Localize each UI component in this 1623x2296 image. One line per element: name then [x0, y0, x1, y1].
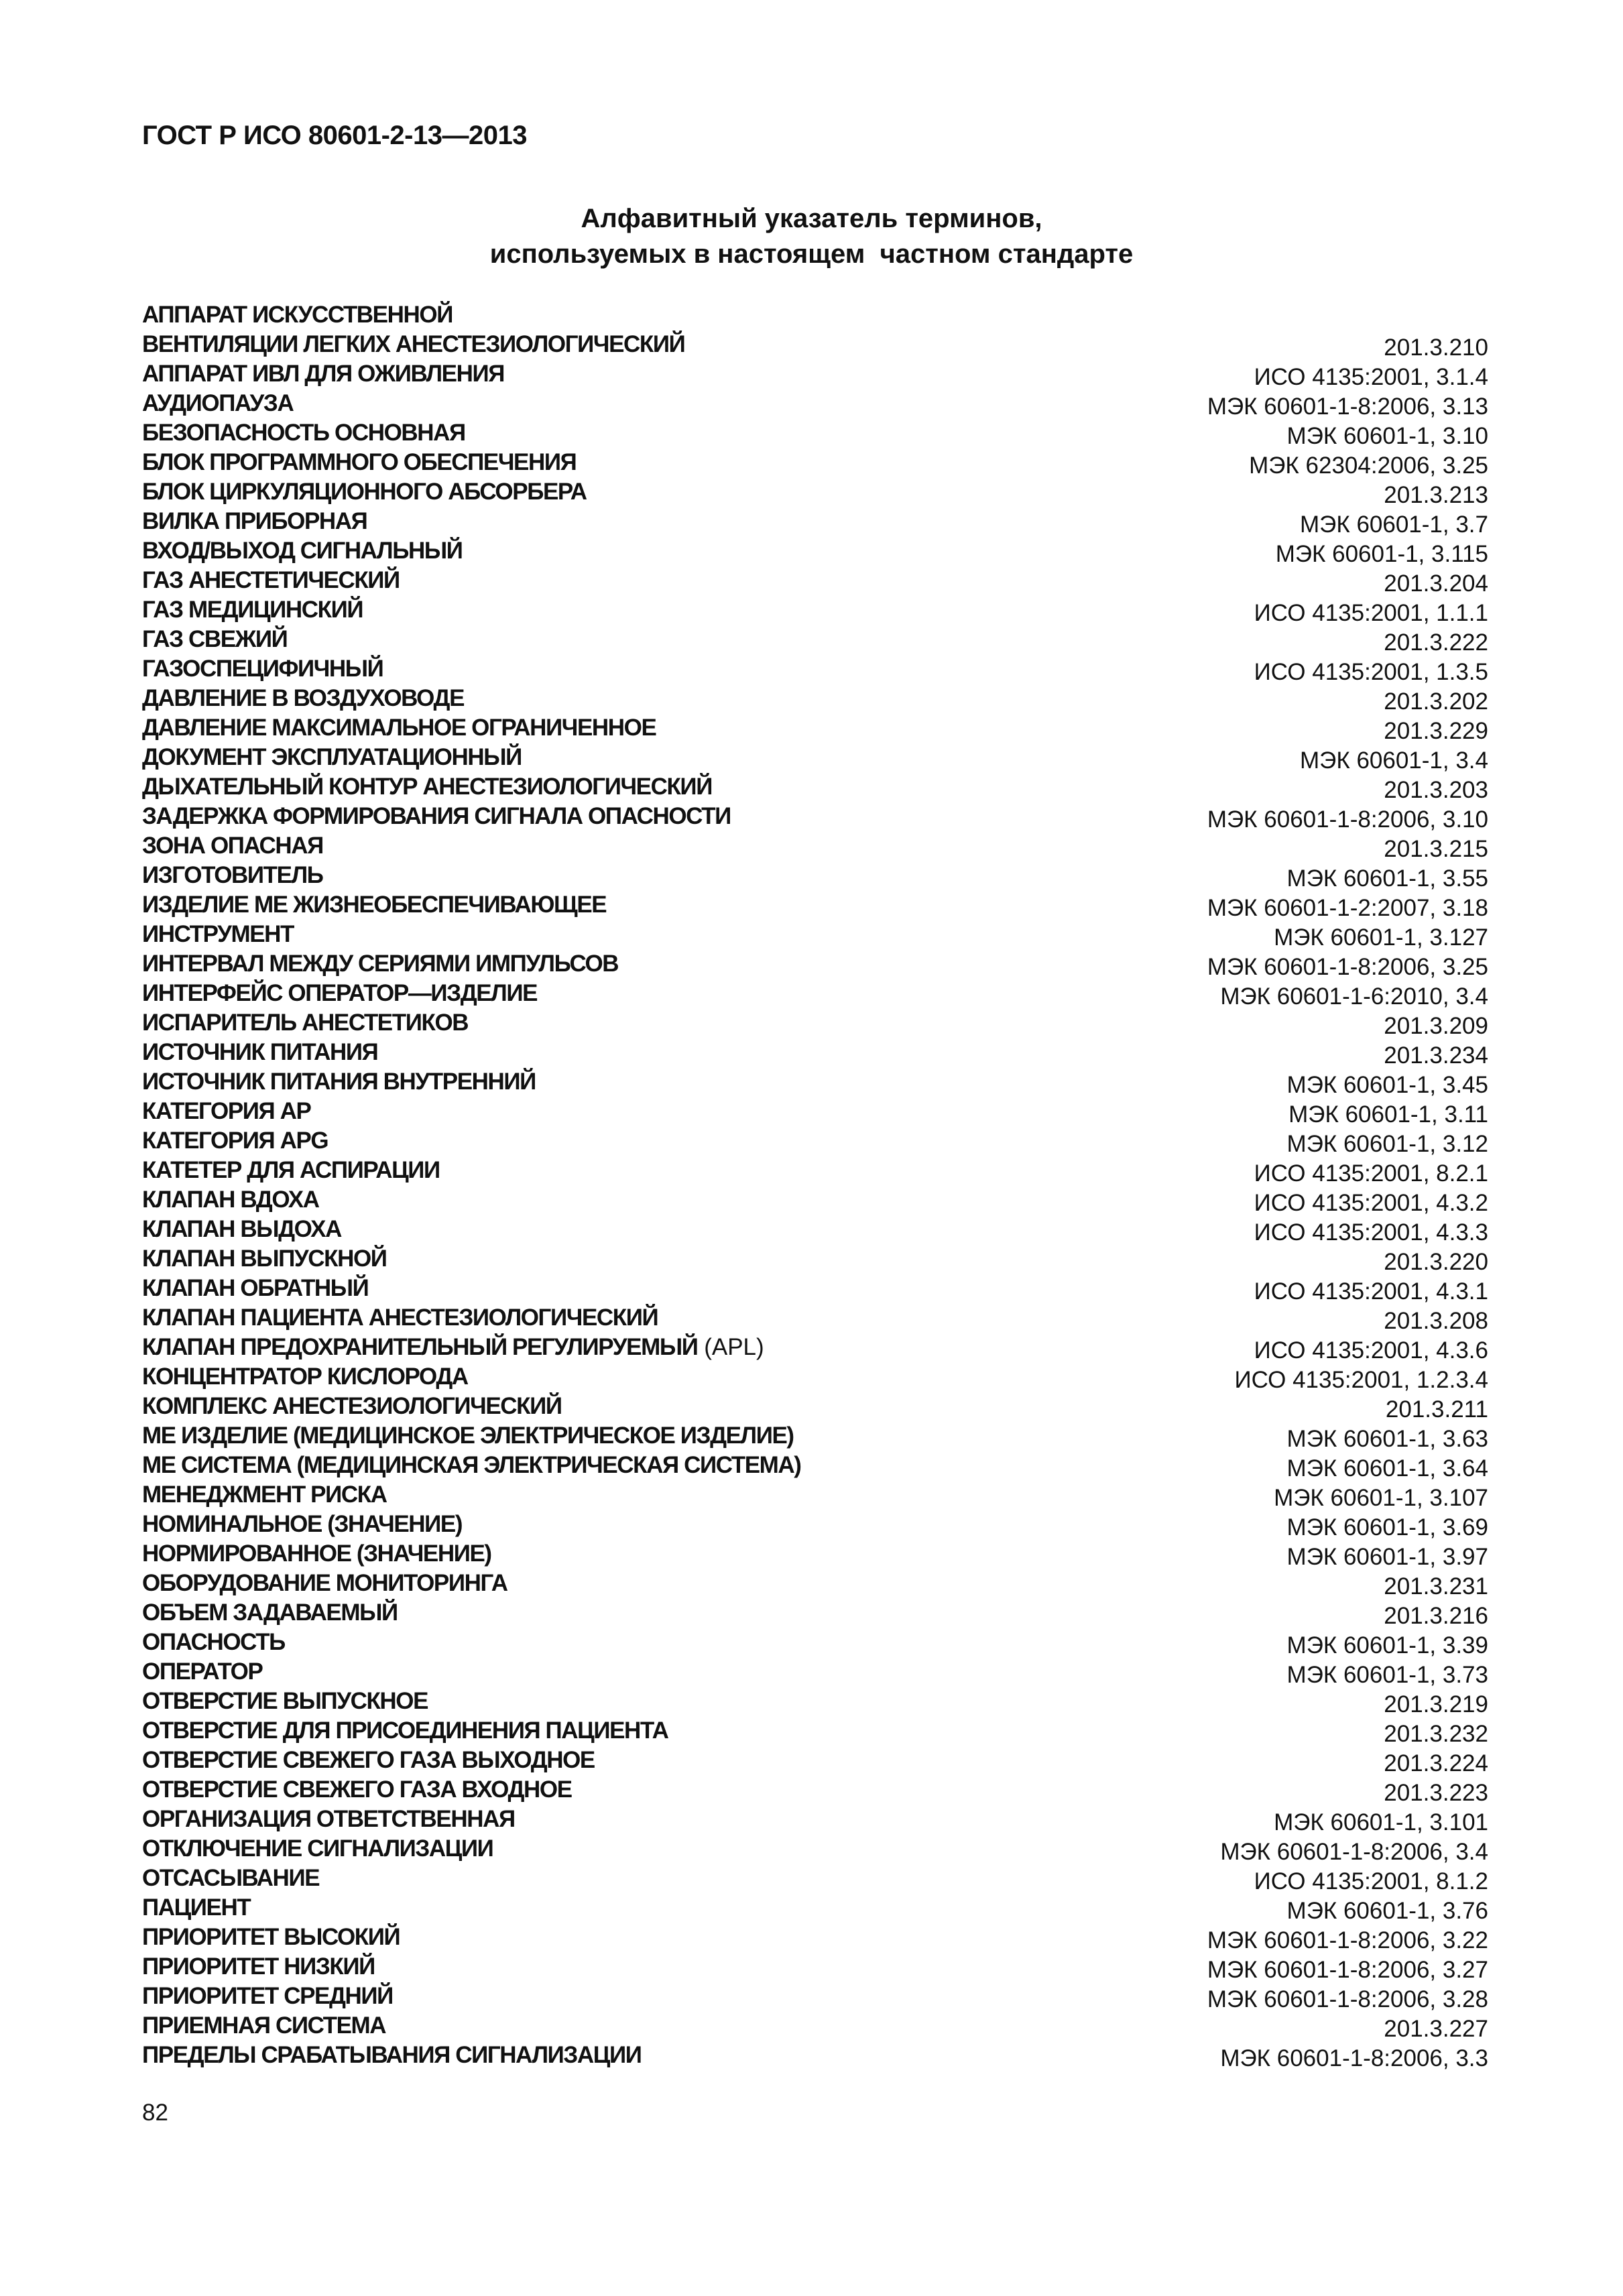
index-term-text: ИНТЕРВАЛ МЕЖДУ СЕРИЯМИ ИМПУЛЬСОВ — [142, 951, 619, 977]
index-term-text: ОБЪЕМ ЗАДАВАЕМЫЙ — [142, 1599, 398, 1626]
index-reference: МЭК 60601-1, 3.45 — [1286, 1072, 1488, 1098]
index-entry — [142, 625, 1488, 654]
index-reference: МЭК 60601-1-8:2006, 3.10 — [1207, 806, 1488, 833]
index-entry — [142, 1628, 1488, 1657]
index-term — [142, 1480, 387, 1510]
index-term-text: БЛОК ЦИРКУЛЯЦИОННОГО АБСОРБЕРА — [142, 479, 587, 505]
index-entry — [142, 418, 1488, 448]
index-entry — [142, 1716, 1488, 1746]
index-entry — [142, 713, 1488, 743]
index-entry — [142, 448, 1488, 477]
index-reference: МЭК 60601-1, 3.12 — [1286, 1131, 1488, 1157]
index-term-text: МЕНЕДЖМЕНТ РИСКА — [142, 1482, 387, 1508]
index-reference: МЭК 60601-1, 3.97 — [1286, 1544, 1488, 1570]
index-entry — [142, 536, 1488, 566]
index-term-text: ПРЕДЕЛЫ СРАБАТЫВАНИЯ СИГНАЛИЗАЦИИ — [142, 2042, 642, 2068]
index-term — [142, 1392, 562, 1421]
index-reference: 201.3.210 — [1384, 335, 1488, 361]
index-entry — [142, 389, 1488, 418]
index-term — [142, 595, 363, 625]
index-entry — [142, 1008, 1488, 1038]
index-entry — [142, 1038, 1488, 1067]
index-entry — [142, 1775, 1488, 1805]
index-term — [142, 1805, 515, 1834]
index-title — [0, 201, 1623, 272]
index-term — [142, 1864, 319, 1893]
index-reference: 201.3.208 — [1384, 1308, 1488, 1334]
index-term-text: ИНТЕРФЕЙС ОПЕРАТОР—ИЗДЕЛИЕ — [142, 980, 538, 1006]
index-term — [142, 1185, 319, 1215]
index-reference: ИСО 4135:2001, 1.2.3.4 — [1234, 1367, 1488, 1393]
index-reference: МЭК 60601-1, 3.115 — [1275, 541, 1488, 567]
index-term-text: ОПЕРАТОР — [142, 1658, 263, 1685]
index-entry — [142, 1451, 1488, 1480]
index-entry — [142, 1244, 1488, 1274]
index-reference: 201.3.211 — [1385, 1396, 1488, 1423]
index-entry — [142, 1303, 1488, 1333]
index-reference: ИСО 4135:2001, 4.3.6 — [1254, 1337, 1488, 1364]
index-term-text: ОТКЛЮЧЕНИЕ СИГНАЛИЗАЦИИ — [142, 1835, 493, 1862]
index-term-text: ОПАСНОСТЬ — [142, 1629, 285, 1655]
index-entry — [142, 1510, 1488, 1539]
index-term — [142, 979, 537, 1008]
index-term-text: ОТВЕРСТИЕ СВЕЖЕГО ГАЗА ВХОДНОЕ — [142, 1776, 572, 1803]
index-term — [142, 802, 731, 831]
index-term — [142, 1834, 493, 1864]
index-reference: МЭК 60601-1, 3.11 — [1288, 1101, 1488, 1128]
index-term-text: АППАРАТ ИВЛ ДЛЯ ОЖИВЛЕНИЯ — [142, 361, 504, 387]
index-reference: 201.3.215 — [1384, 836, 1488, 862]
index-term-text: ИЗДЕЛИЕ МЕ ЖИЗНЕОБЕСПЕЧИВАЮЩЕЕ — [142, 892, 607, 918]
index-term-text: НОРМИРОВАННОЕ (ЗНАЧЕНИЕ) — [142, 1540, 491, 1567]
index-term — [142, 1657, 262, 1687]
index-term — [142, 1067, 536, 1097]
index-term — [142, 1362, 468, 1392]
index-reference: МЭК 60601-1, 3.101 — [1274, 1809, 1488, 1835]
index-reference: 201.3.213 — [1384, 482, 1488, 508]
index-term-text: МЕ ИЗДЕЛИЕ (МЕДИЦИНСКОЕ ЭЛЕКТРИЧЕСКОЕ ИЗДЕЛИЕ) — [142, 1423, 794, 1449]
index-reference: 201.3.222 — [1384, 629, 1488, 656]
index-reference: 201.3.219 — [1384, 1691, 1488, 1717]
index-term — [142, 536, 462, 566]
index-reference: 201.3.229 — [1384, 718, 1488, 744]
index-entry — [142, 1569, 1488, 1598]
index-term-text: ИСТОЧНИК ПИТАНИЯ — [142, 1039, 378, 1065]
index-entry — [142, 1657, 1488, 1687]
index-reference: ИСО 4135:2001, 4.3.1 — [1254, 1278, 1488, 1305]
index-term — [142, 2041, 641, 2070]
index-term — [142, 772, 712, 802]
index-reference: МЭК 60601-1-8:2006, 3.4 — [1220, 1839, 1488, 1865]
index-term — [142, 654, 383, 684]
index-term-text: АУДИОПАУЗА — [142, 390, 294, 416]
index-term — [142, 1687, 428, 1716]
index-term — [142, 507, 367, 536]
index-term-continuation: ВЕНТИЛЯЦИИ ЛЕГКИХ АНЕСТЕЗИОЛОГИЧЕСКИЙ — [142, 331, 685, 357]
index-entry — [142, 1333, 1488, 1362]
index-entry — [142, 920, 1488, 949]
index-term-text: ПРИОРИТЕТ НИЗКИЙ — [142, 1953, 375, 1980]
index-term — [142, 890, 606, 920]
index-reference: ИСО 4135:2001, 1.3.5 — [1254, 659, 1488, 685]
index-entry — [142, 743, 1488, 772]
index-reference: МЭК 60601-1, 3.107 — [1274, 1485, 1488, 1511]
index-term-text: НОМИНАЛЬНОЕ (ЗНАЧЕНИЕ) — [142, 1511, 463, 1537]
index-term-text: ГАЗ МЕДИЦИНСКИЙ — [142, 597, 363, 623]
index-reference: МЭК 60601-1-8:2006, 3.28 — [1207, 1986, 1488, 2012]
index-term — [142, 389, 293, 418]
index-term-text: ОТСАСЫВАНИЕ — [142, 1865, 320, 1891]
index-reference: МЭК 60601-1, 3.4 — [1300, 747, 1488, 774]
index-title-line-2: используемых в настоящем частном стандарте — [489, 239, 1134, 269]
index-reference: МЭК 60601-1, 3.10 — [1286, 423, 1488, 449]
index-term-text: КАТЕГОРИЯ APG — [142, 1128, 328, 1154]
index-entry — [142, 1362, 1488, 1392]
index-term — [142, 1274, 368, 1303]
index-term-text: ВХОД/ВЫХОД СИГНАЛЬНЫЙ — [142, 538, 463, 564]
index-term-text: КЛАПАН ОБРАТНЫЙ — [142, 1275, 369, 1301]
index-term-text: ИСПАРИТЕЛЬ АНЕСТЕТИКОВ — [142, 1010, 469, 1036]
index-reference: МЭК 60601-1, 3.55 — [1286, 865, 1488, 892]
index-entry — [142, 477, 1488, 507]
index-entry — [142, 1156, 1488, 1185]
index-term — [142, 477, 587, 507]
index-entry — [142, 1392, 1488, 1421]
index-reference: ИСО 4135:2001, 1.1.1 — [1254, 600, 1488, 626]
index-reference: МЭК 60601-1, 3.64 — [1286, 1455, 1488, 1482]
index-term — [142, 359, 504, 389]
index-reference: МЭК 62304:2006, 3.25 — [1249, 452, 1488, 479]
index-term-text: КЛАПАН ВДОХА — [142, 1187, 319, 1213]
index-reference: ИСО 4135:2001, 3.1.4 — [1254, 364, 1488, 390]
index-entry — [142, 1097, 1488, 1126]
index-entry — [142, 1421, 1488, 1451]
index-term — [142, 2011, 385, 2041]
index-reference: 201.3.234 — [1384, 1042, 1488, 1069]
index-reference: МЭК 60601-1-8:2006, 3.27 — [1207, 1957, 1488, 1983]
index-term-text: ОТВЕРСТИЕ СВЕЖЕГО ГАЗА ВЫХОДНОЕ — [142, 1747, 595, 1773]
index-term-text: БЛОК ПРОГРАММНОГО ОБЕСПЕЧЕНИЯ — [142, 449, 577, 475]
index-term — [142, 1451, 801, 1480]
index-reference: МЭК 60601-1-6:2010, 3.4 — [1220, 983, 1488, 1010]
index-term — [142, 1008, 468, 1038]
index-term-text: ГАЗОСПЕЦИФИЧНЫЙ — [142, 656, 383, 682]
index-term-text: КАТЕТЕР ДЛЯ АСПИРАЦИИ — [142, 1157, 440, 1183]
index-term — [142, 1923, 400, 1952]
index-term — [142, 1746, 595, 1775]
index-entry — [142, 861, 1488, 890]
index-entry — [142, 890, 1488, 920]
index-reference: 201.3.204 — [1384, 570, 1488, 597]
index-term-text: ПРИОРИТЕТ СРЕДНИЙ — [142, 1983, 393, 2009]
index-reference: МЭК 60601-1-8:2006, 3.25 — [1207, 954, 1488, 980]
index-term-text: ЗОНА ОПАСНАЯ — [142, 833, 323, 859]
index-term — [142, 625, 287, 654]
index-term-text: ПРИЕМНАЯ СИСТЕМА — [142, 2012, 386, 2039]
index-term-text: ГАЗ СВЕЖИЙ — [142, 626, 288, 652]
index-term — [142, 743, 522, 772]
index-reference: 201.3.220 — [1384, 1249, 1488, 1275]
index-reference: ИСО 4135:2001, 8.1.2 — [1254, 1868, 1488, 1894]
index-term-text: КЛАПАН ВЫДОХА — [142, 1216, 341, 1242]
index-term — [142, 1952, 375, 1982]
index-entry — [142, 1274, 1488, 1303]
index-term-text: ДАВЛЕНИЕ МАКСИМАЛЬНОЕ ОГРАНИЧЕННОЕ — [142, 715, 656, 741]
index-term — [142, 418, 465, 448]
index-term-abbreviation: (APL) — [697, 1334, 764, 1360]
index-reference: 201.3.209 — [1384, 1013, 1488, 1039]
index-entry — [142, 300, 1488, 359]
index-entry — [142, 1598, 1488, 1628]
index-term — [142, 1333, 764, 1362]
index-term — [142, 1775, 572, 1805]
index-entry — [142, 1539, 1488, 1569]
index-title-line-1: Алфавитный указатель терминов, — [581, 204, 1042, 233]
index-term — [142, 684, 464, 713]
index-entry — [142, 1746, 1488, 1775]
index-reference: 201.3.232 — [1384, 1721, 1488, 1747]
index-term-text: КЛАПАН ПРЕДОХРАНИТЕЛЬНЫЙ РЕГУЛИРУЕМЫЙ — [142, 1334, 698, 1360]
index-reference: МЭК 60601-1-8:2006, 3.3 — [1220, 2045, 1488, 2071]
index-term — [142, 1510, 462, 1539]
index-term-text: ОТВЕРСТИЕ ДЛЯ ПРИСОЕДИНЕНИЯ ПАЦИЕНТА — [142, 1717, 668, 1744]
index-entry — [142, 949, 1488, 979]
index-term-text: АППАРАТ ИСКУССТВЕННОЙ — [142, 302, 453, 328]
index-entry — [142, 654, 1488, 684]
index-reference: 201.3.224 — [1384, 1750, 1488, 1776]
index-entry — [142, 1982, 1488, 2011]
index-term-text: ИСТОЧНИК ПИТАНИЯ ВНУТРЕННИЙ — [142, 1069, 536, 1095]
index-term — [142, 1038, 377, 1067]
index-entry — [142, 802, 1488, 831]
index-term-text: ДАВЛЕНИЕ В ВОЗДУХОВОДЕ — [142, 685, 465, 711]
index-reference: МЭК 60601-1, 3.69 — [1286, 1514, 1488, 1540]
index-term-text: КЛАПАН ПАЦИЕНТА АНЕСТЕЗИОЛОГИЧЕСКИЙ — [142, 1305, 658, 1331]
index-reference: 201.3.227 — [1384, 2016, 1488, 2042]
index-term — [142, 1716, 668, 1746]
index-term — [142, 1097, 310, 1126]
index-entry — [142, 1952, 1488, 1982]
index-reference: МЭК 60601-1, 3.73 — [1286, 1662, 1488, 1688]
index-entry — [142, 831, 1488, 861]
index-reference: 201.3.216 — [1384, 1603, 1488, 1629]
index-term — [142, 1156, 440, 1185]
index-reference: МЭК 60601-1-8:2006, 3.22 — [1207, 1927, 1488, 1953]
index-entry — [142, 595, 1488, 625]
index-reference: 201.3.202 — [1384, 688, 1488, 715]
index-term-text: БЕЗОПАСНОСТЬ ОСНОВНАЯ — [142, 420, 465, 446]
index-term-text: КАТЕГОРИЯ АР — [142, 1098, 311, 1124]
index-reference: МЭК 60601-1, 3.76 — [1286, 1898, 1488, 1924]
index-reference: 201.3.223 — [1384, 1780, 1488, 1806]
index-entry — [142, 1480, 1488, 1510]
index-term — [142, 1303, 658, 1333]
index-term-text: ГАЗ АНЕСТЕТИЧЕСКИЙ — [142, 567, 400, 593]
index-term — [142, 1244, 387, 1274]
index-entry — [142, 566, 1488, 595]
index-entry — [142, 684, 1488, 713]
index-term — [142, 300, 684, 359]
index-reference: ИСО 4135:2001, 4.3.2 — [1254, 1190, 1488, 1216]
index-reference: МЭК 60601-1-8:2006, 3.13 — [1207, 394, 1488, 420]
index-term — [142, 920, 294, 949]
index-entry — [142, 1687, 1488, 1716]
index-entry — [142, 979, 1488, 1008]
index-term-text: ОРГАНИЗАЦИЯ ОТВЕТСТВЕННАЯ — [142, 1806, 515, 1832]
index-term-text: ОТВЕРСТИЕ ВЫПУСКНОЕ — [142, 1688, 428, 1714]
index-term-text: МЕ СИСТЕМА (МЕДИЦИНСКАЯ ЭЛЕКТРИЧЕСКАЯ СИСТЕМА) — [142, 1452, 801, 1478]
index-entry — [142, 1864, 1488, 1893]
index-reference: 201.3.203 — [1384, 777, 1488, 803]
index-entry — [142, 2011, 1488, 2041]
index-term — [142, 448, 576, 477]
page-number: 82 — [142, 2100, 168, 2126]
document-header: ГОСТ Р ИСО 80601-2-13—2013 — [142, 121, 527, 150]
index-entry — [142, 1067, 1488, 1097]
index-reference: МЭК 60601-1-2:2007, 3.18 — [1207, 895, 1488, 921]
index-entry — [142, 1215, 1488, 1244]
index-entry — [142, 359, 1488, 389]
index-term — [142, 1215, 341, 1244]
index-term — [142, 831, 323, 861]
index-term — [142, 1421, 794, 1451]
index-term — [142, 1982, 393, 2011]
index-term — [142, 1569, 507, 1598]
index-term-text: КЛАПАН ВЫПУСКНОЙ — [142, 1246, 387, 1272]
index-term — [142, 1126, 328, 1156]
index-reference: ИСО 4135:2001, 8.2.1 — [1254, 1160, 1488, 1187]
index-term — [142, 1893, 250, 1923]
index-reference: 201.3.231 — [1384, 1573, 1488, 1599]
index-term — [142, 1539, 491, 1569]
index-term — [142, 1598, 398, 1628]
index-term-text: ИНСТРУМЕНТ — [142, 921, 294, 947]
index-term-text: ПРИОРИТЕТ ВЫСОКИЙ — [142, 1924, 400, 1950]
index-term-text: ДЫХАТЕЛЬНЫЙ КОНТУР АНЕСТЕЗИОЛОГИЧЕСКИЙ — [142, 774, 712, 800]
index-term — [142, 713, 656, 743]
index-term-text: ЗАДЕРЖКА ФОРМИРОВАНИЯ СИГНАЛА ОПАСНОСТИ — [142, 803, 731, 829]
index-term-text: КОМПЛЕКС АНЕСТЕЗИОЛОГИЧЕСКИЙ — [142, 1393, 562, 1419]
index-entry — [142, 1185, 1488, 1215]
index-term-text: ДОКУМЕНТ ЭКСПЛУАТАЦИОННЫЙ — [142, 744, 522, 770]
index-term — [142, 1628, 285, 1657]
index-term — [142, 949, 618, 979]
index-term-text: КОНЦЕНТРАТОР КИСЛОРОДА — [142, 1364, 468, 1390]
index-entry — [142, 1805, 1488, 1834]
index-term-text: ОБОРУДОВАНИЕ МОНИТОРИНГА — [142, 1570, 507, 1596]
index-term-text: ВИЛКА ПРИБОРНАЯ — [142, 508, 367, 534]
index-entry — [142, 2041, 1488, 2070]
index-reference: МЭК 60601-1, 3.63 — [1286, 1426, 1488, 1452]
index-reference: ИСО 4135:2001, 4.3.3 — [1254, 1219, 1488, 1246]
index-term — [142, 566, 400, 595]
index-entry — [142, 772, 1488, 802]
term-index-list — [142, 300, 1488, 2070]
index-entry — [142, 1893, 1488, 1923]
index-entry — [142, 1923, 1488, 1952]
index-term-text: ПАЦИЕНТ — [142, 1894, 251, 1921]
index-entry — [142, 1834, 1488, 1864]
index-entry — [142, 1126, 1488, 1156]
index-entry — [142, 507, 1488, 536]
index-term-text: ИЗГОТОВИТЕЛЬ — [142, 862, 323, 888]
index-term — [142, 861, 323, 890]
index-reference: МЭК 60601-1, 3.7 — [1300, 511, 1488, 538]
index-reference: МЭК 60601-1, 3.127 — [1274, 924, 1488, 951]
index-reference: МЭК 60601-1, 3.39 — [1286, 1632, 1488, 1658]
